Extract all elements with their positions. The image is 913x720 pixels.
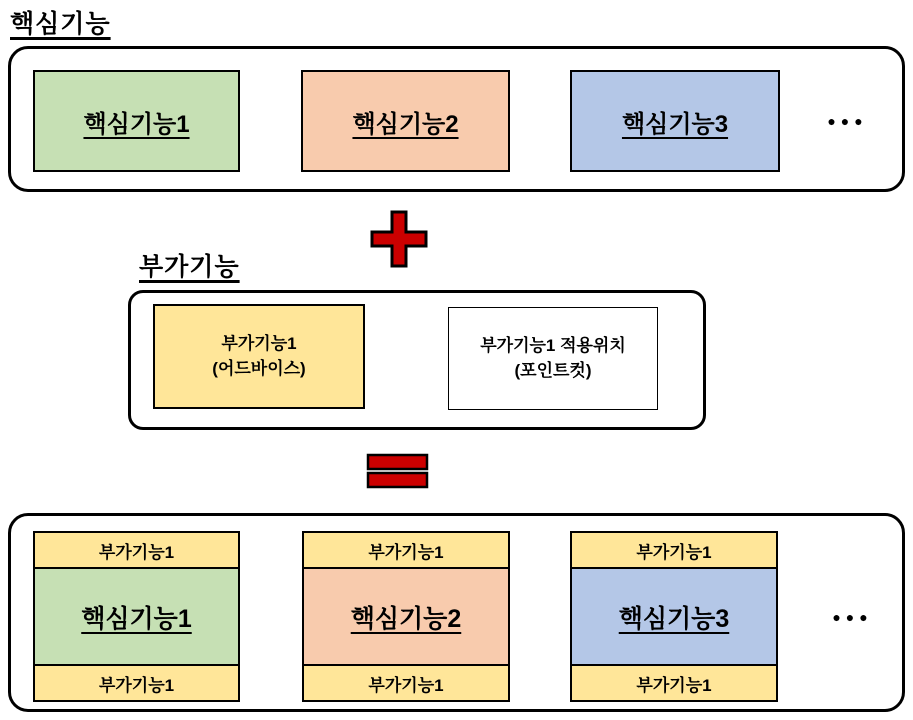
- core-box-2-label: 핵심기능2: [352, 110, 459, 138]
- result-stack-3-core: [572, 569, 776, 664]
- core-box-2: [301, 70, 510, 172]
- core-box-1-label: 핵심기능1: [83, 110, 190, 138]
- result-stack-1-core: [35, 569, 238, 664]
- result-stack-2-top-label: 부가기능1: [368, 542, 444, 562]
- result-stack-1-bottom-label: 부가기능1: [98, 675, 175, 695]
- result-stack-3-bottom-label: 부가기능1: [636, 675, 712, 695]
- advice-box-line1: 부가기능1: [221, 333, 297, 353]
- result-stack-3: [570, 531, 778, 702]
- result-stack-3-core-label: 핵심기능3: [618, 604, 730, 633]
- addon-section-title: 부가기능: [139, 253, 240, 281]
- result-stack-1: [33, 531, 240, 702]
- result-stack-2-core-label: 핵심기능2: [350, 604, 462, 633]
- advice-box: [153, 304, 365, 409]
- result-stack-2: [302, 531, 510, 702]
- result-stack-1-top-band: [35, 533, 238, 569]
- pointcut-box-line1: 부가기능1 적용위치: [480, 335, 626, 355]
- equals-icon: [366, 452, 430, 490]
- core-section-title: 핵심기능: [10, 10, 111, 38]
- advice-box-line2: (어드바이스): [212, 358, 306, 378]
- pointcut-box: [448, 307, 658, 410]
- core-box-1: [33, 70, 240, 172]
- result-stack-2-top-band: [304, 533, 508, 569]
- core-box-3: [570, 70, 780, 172]
- result-stack-3-top-band: [572, 533, 776, 569]
- result-stack-1-core-label: 핵심기능1: [81, 604, 192, 633]
- result-stack-2-bottom-band: [304, 664, 508, 700]
- result-stack-3-bottom-band: [572, 664, 776, 700]
- ellipsis-icon: ●●●: [827, 113, 868, 129]
- plus-icon: [369, 209, 429, 269]
- result-stack-1-top-label: 부가기능1: [98, 542, 175, 562]
- result-stack-1-bottom-band: [35, 664, 238, 700]
- ellipsis-icon: ●●●: [832, 608, 873, 625]
- core-box-3-label: 핵심기능3: [621, 110, 729, 138]
- result-stack-2-bottom-label: 부가기능1: [368, 675, 444, 695]
- result-stack-3-top-label: 부가기능1: [636, 542, 712, 562]
- result-stack-2-core: [304, 569, 508, 664]
- pointcut-box-line2: (포인트컷): [514, 360, 592, 380]
